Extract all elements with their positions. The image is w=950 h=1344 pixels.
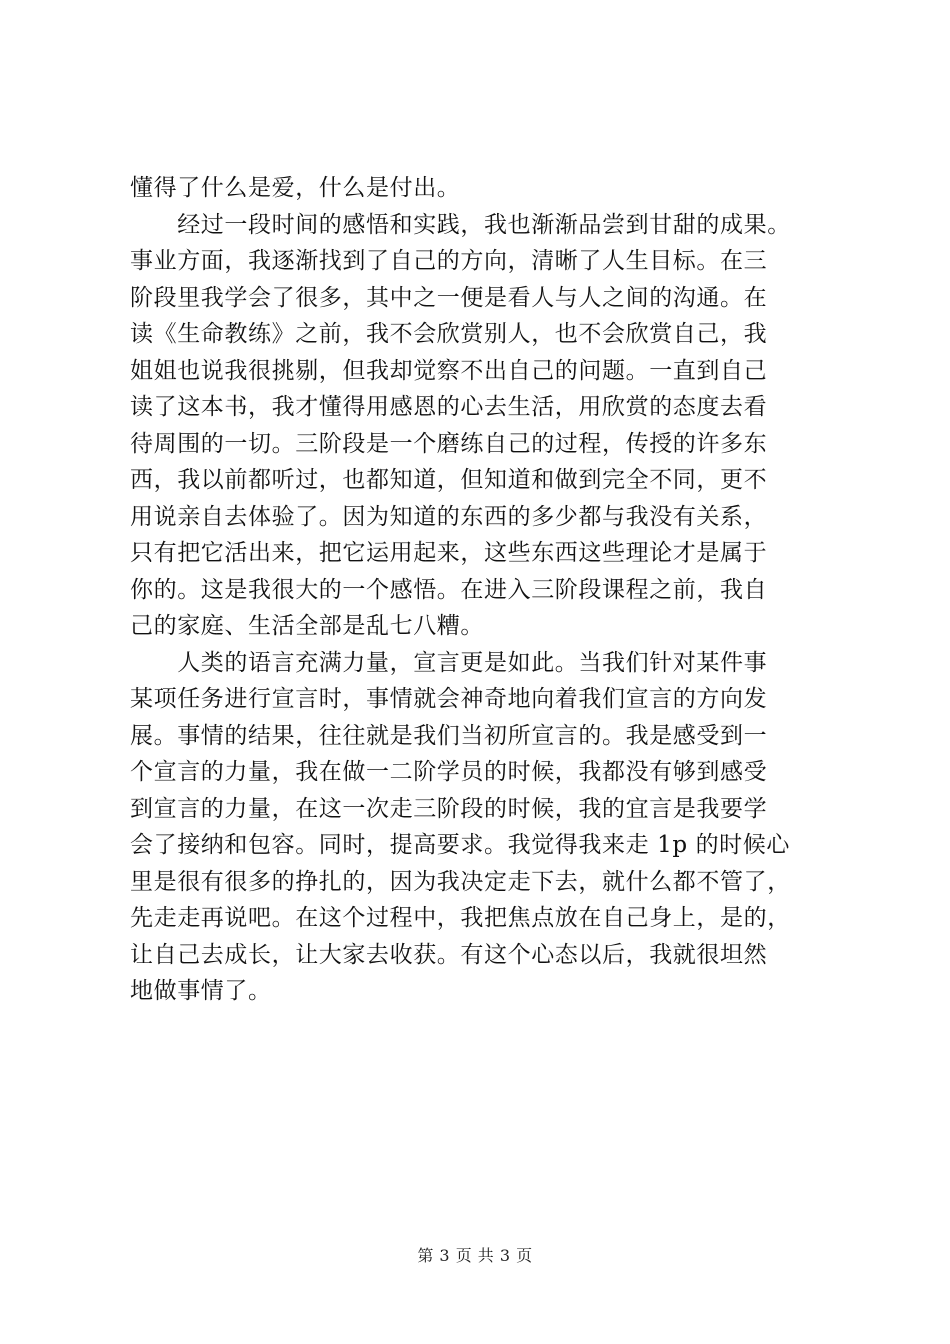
text-line: 先走走再说吧。在这个过程中，我把焦点放在自己身上，是的，	[130, 905, 791, 931]
text-line: 个宣言的力量，我在做一二阶学员的时候，我都没有够到感受	[130, 759, 768, 785]
text-line: 经过一段时间的感悟和实践，我也渐渐品尝到甘甜的成果。	[130, 211, 791, 238]
text-line: 里是很有很多的挣扎的，因为我决定走下去，就什么都不管了，	[130, 868, 791, 895]
text-line: 待周围的一切。三阶段是一个磨练自己的过程，传授的许多东	[130, 430, 768, 457]
text-line: 西，我以前都听过，也都知道，但知道和做到完全不同，更不	[130, 467, 768, 493]
page-footer: 第 3 页 共 3 页	[417, 1246, 533, 1265]
text-line: 你的。这是我很大的一个感悟。在进入三阶段课程之前，我自	[130, 576, 768, 603]
text-line: 会了接纳和包容。同时，提高要求。我觉得我来走 1p 的时候心	[130, 832, 790, 858]
text-line: 让自己去成长，让大家去收获。有这个心态以后，我就很坦然	[130, 941, 768, 968]
text-line: 地做事情了。	[130, 978, 272, 1004]
text-line: 己的家庭、生活全部是乱七八糟。	[130, 613, 484, 639]
body-text	[130, 170, 830, 1010]
text-line: 读了这本书，我才懂得用感恩的心去生活，用欣赏的态度去看	[130, 394, 768, 420]
text-line: 阶段里我学会了很多，其中之一便是看人与人之间的沟通。在	[130, 284, 768, 311]
text-line: 姐姐也说我很挑剔，但我却觉察不出自己的问题。一直到自己	[130, 357, 768, 384]
text-line: 只有把它活出来，把它运用起来，这些东西这些理论才是属于	[130, 540, 768, 566]
text-line: 某项任务进行宣言时，事情就会神奇地向着我们宣言的方向发	[130, 686, 768, 712]
text-line: 读《生命教练》之前，我不会欣赏别人，也不会欣赏自己，我	[130, 321, 768, 347]
text-line: 用说亲自去体验了。因为知道的东西的多少都与我没有关系，	[130, 503, 768, 530]
text-line: 展。事情的结果，往往就是我们当初所宣言的。我是感受到一	[130, 722, 768, 749]
text-line: 事业方面，我逐渐找到了自己的方向，清晰了人生目标。在三	[130, 248, 768, 274]
text-line: 懂得了什么是爱，什么是付出。	[130, 175, 461, 201]
text-line: 到宣言的力量，在这一次走三阶段的时候，我的宜言是我要学	[130, 795, 768, 822]
text-line: 人类的语言充满力量，宣言更是如此。当我们针对某件事	[130, 649, 768, 676]
